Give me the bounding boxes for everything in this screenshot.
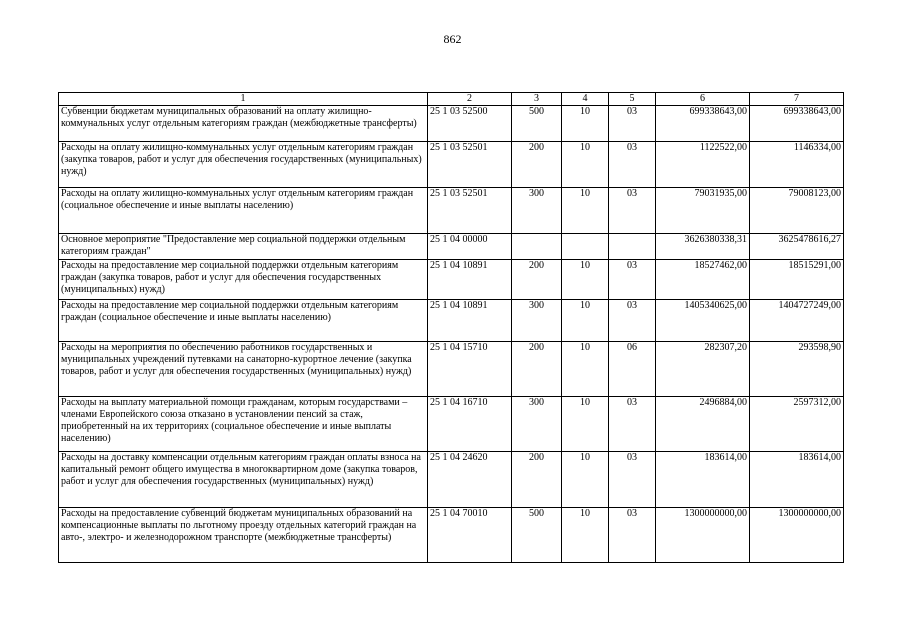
target-article-code: 25 1 04 24620 (428, 452, 512, 508)
table-row (59, 234, 844, 260)
expense-name: Расходы на оплату жилищно-коммунальных услуг отдельным категориям граждан (закупка товаров, работ и услуг для обеспечения государственных (муниципальных) нужд) (59, 142, 428, 188)
expense-name: Субвенции бюджетам муниципальных образований на оплату жилищно-коммунальных услуг отдельным категориям граждан (межбюджетные трансферты) (59, 106, 428, 142)
header-cell-6: 6 (656, 93, 750, 106)
table-row (59, 260, 844, 300)
section-code: 10 (562, 508, 609, 563)
amount-year-1: 3626380338,31 (656, 234, 750, 260)
amount-year-2: 293598,90 (750, 342, 844, 397)
header-cell-7: 7 (750, 93, 844, 106)
target-article-code: 25 1 04 10891 (428, 260, 512, 300)
subsection-code: 06 (609, 342, 656, 397)
header-cell-5: 5 (609, 93, 656, 106)
amount-year-1: 282307,20 (656, 342, 750, 397)
page-number: 862 (443, 32, 462, 46)
table-row (59, 397, 844, 452)
expense-type-code: 300 (512, 188, 562, 234)
target-article-code: 25 1 03 52500 (428, 106, 512, 142)
section-code: 10 (562, 452, 609, 508)
table-row (59, 188, 844, 234)
table-row (59, 452, 844, 508)
amount-year-1: 183614,00 (656, 452, 750, 508)
expense-name: Расходы на выплату материальной помощи гражданам, которым государствами – членами Европейского союза отказано в установлении пенсий за стаж, приобретенный на их территориях (социальное обеспечение и иные выплаты населению) (59, 397, 428, 452)
amount-year-1: 1405340625,00 (656, 300, 750, 342)
amount-year-2: 79008123,00 (750, 188, 844, 234)
section-code: 10 (562, 188, 609, 234)
target-article-code: 25 1 03 52501 (428, 142, 512, 188)
expense-type-code: 500 (512, 106, 562, 142)
table-row (59, 508, 844, 563)
expense-type-code: 500 (512, 508, 562, 563)
expense-type-code: 200 (512, 142, 562, 188)
amount-year-1: 1300000000,00 (656, 508, 750, 563)
amount-year-2: 3625478616,27 (750, 234, 844, 260)
table-row (59, 342, 844, 397)
amount-year-1: 79031935,00 (656, 188, 750, 234)
expense-name: Расходы на предоставление мер социальной поддержки отдельным категориям граждан (социальное обеспечение и иные выплаты населению) (59, 300, 428, 342)
header-row (59, 93, 844, 106)
amount-year-1: 1122522,00 (656, 142, 750, 188)
subsection-code: 03 (609, 397, 656, 452)
expense-name: Расходы на доставку компенсации отдельным категориям граждан оплаты взноса на капитальный ремонт общего имущества в многоквартирном доме (закупка товаров, работ и услуг для обеспечения государственных (муниципальных) нужд) (59, 452, 428, 508)
subsection-code: 03 (609, 188, 656, 234)
amount-year-2: 183614,00 (750, 452, 844, 508)
expense-type-code: 300 (512, 300, 562, 342)
target-article-code: 25 1 04 00000 (428, 234, 512, 260)
subsection-code: 03 (609, 508, 656, 563)
amount-year-1: 2496884,00 (656, 397, 750, 452)
target-article-code: 25 1 03 52501 (428, 188, 512, 234)
amount-year-2: 1404727249,00 (750, 300, 844, 342)
expense-name: Расходы на мероприятия по обеспечению работников государственных и муниципальных учреждений путевками на санаторно-курортное лечение (закупка товаров, работ и услуг для обеспечения государственных (муниципальных) нужд) (59, 342, 428, 397)
section-code: 10 (562, 260, 609, 300)
section-code: 10 (562, 142, 609, 188)
expense-type-code: 200 (512, 260, 562, 300)
header-cell-3: 3 (512, 93, 562, 106)
section-code: 10 (562, 397, 609, 452)
expense-name: Расходы на предоставление мер социальной поддержки отдельным категориям граждан (закупка товаров, работ и услуг для обеспечения государственных (муниципальных) нужд) (59, 260, 428, 300)
amount-year-2: 699338643,00 (750, 106, 844, 142)
table-row (59, 106, 844, 142)
target-article-code: 25 1 04 70010 (428, 508, 512, 563)
header-cell-4: 4 (562, 93, 609, 106)
subsection-code: 03 (609, 452, 656, 508)
header-cell-2: 2 (428, 93, 512, 106)
amount-year-2: 2597312,00 (750, 397, 844, 452)
section-code (562, 234, 609, 260)
amount-year-1: 699338643,00 (656, 106, 750, 142)
expense-name: Расходы на предоставление субвенций бюджетам муниципальных образований на компенсационные выплаты по льготному проезду отдельных категорий граждан на авто-, электро- и железнодорожном транспорте (межбюджетные трансферты) (59, 508, 428, 563)
table-row (59, 142, 844, 188)
subsection-code (609, 234, 656, 260)
expense-name: Основное мероприятие "Предоставление мер социальной поддержки отдельным категориям граждан" (59, 234, 428, 260)
section-code: 10 (562, 106, 609, 142)
expense-type-code: 200 (512, 452, 562, 508)
amount-year-2: 18515291,00 (750, 260, 844, 300)
expense-type-code: 200 (512, 342, 562, 397)
subsection-code: 03 (609, 260, 656, 300)
amount-year-2: 1300000000,00 (750, 508, 844, 563)
budget-table (58, 92, 844, 563)
subsection-code: 03 (609, 142, 656, 188)
expense-type-code: 300 (512, 397, 562, 452)
target-article-code: 25 1 04 16710 (428, 397, 512, 452)
amount-year-2: 1146334,00 (750, 142, 844, 188)
target-article-code: 25 1 04 15710 (428, 342, 512, 397)
amount-year-1: 18527462,00 (656, 260, 750, 300)
table-row (59, 300, 844, 342)
target-article-code: 25 1 04 10891 (428, 300, 512, 342)
header-cell-1: 1 (59, 93, 428, 106)
expense-name: Расходы на оплату жилищно-коммунальных услуг отдельным категориям граждан (социальное обеспечение и иные выплаты населению) (59, 188, 428, 234)
expense-type-code (512, 234, 562, 260)
section-code: 10 (562, 300, 609, 342)
subsection-code: 03 (609, 106, 656, 142)
section-code: 10 (562, 342, 609, 397)
subsection-code: 03 (609, 300, 656, 342)
